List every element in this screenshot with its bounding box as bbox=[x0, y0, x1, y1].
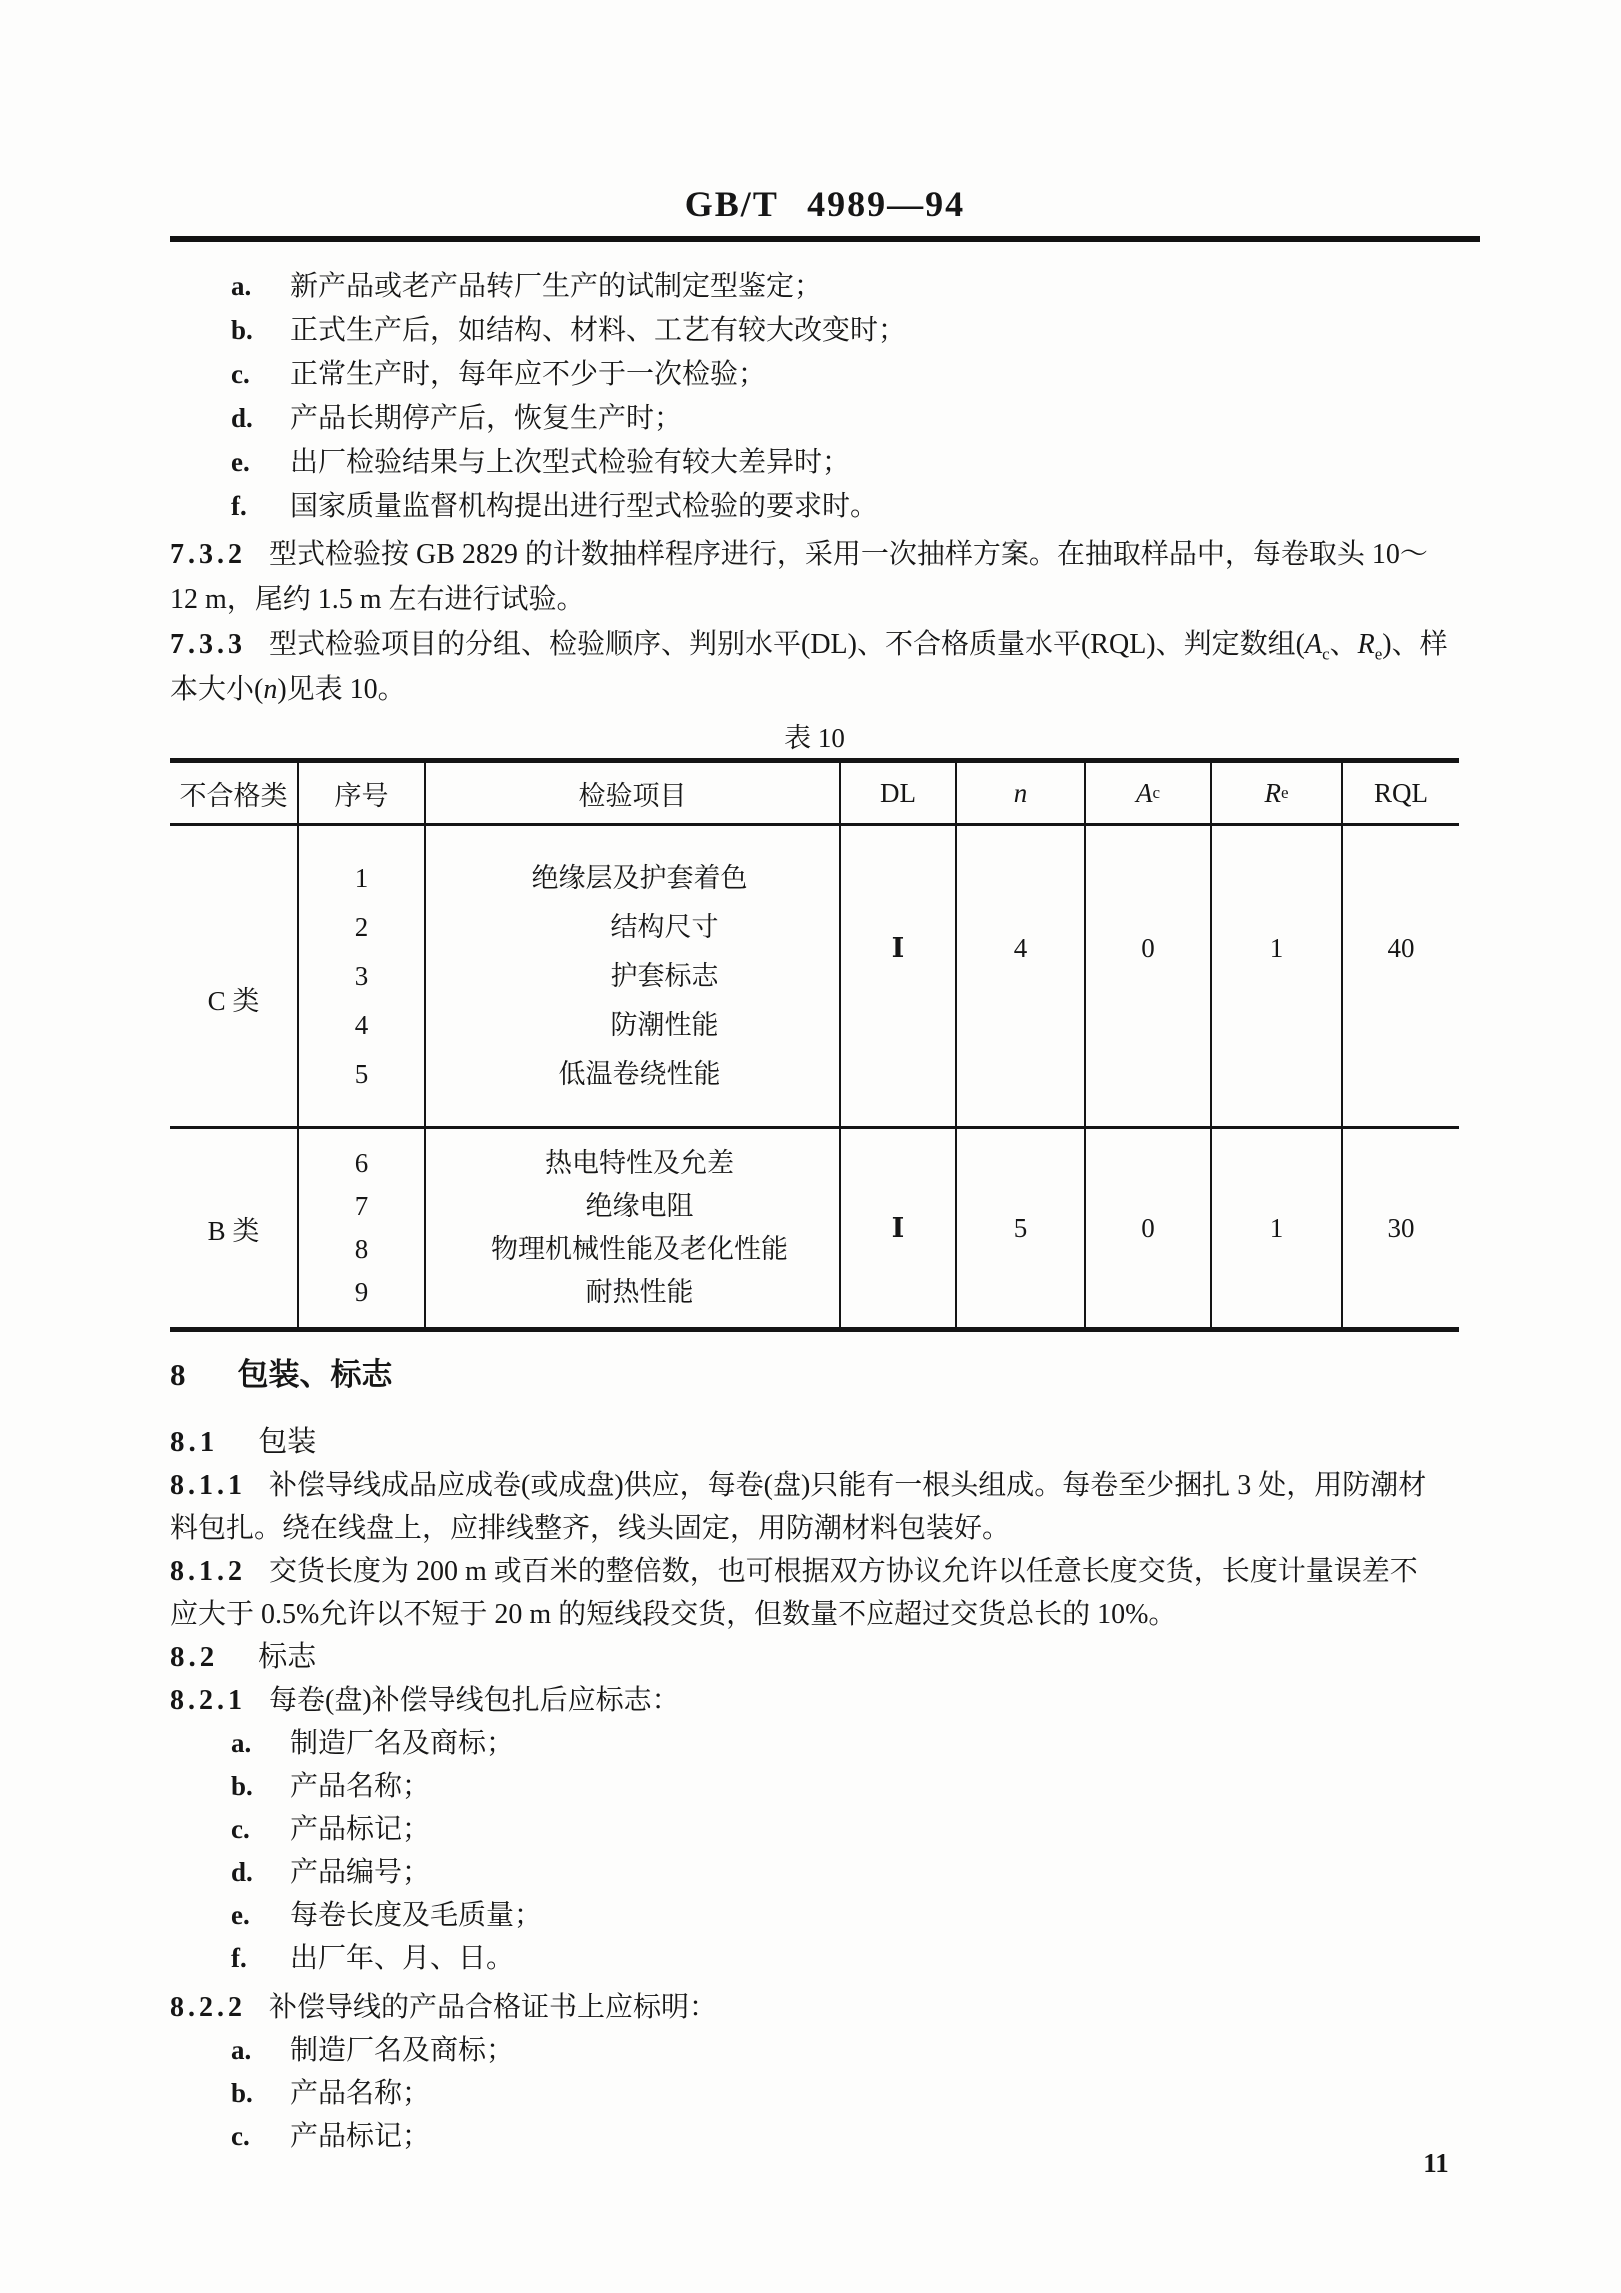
clause-text: 每卷(盘)补偿导线包扎后应标志： bbox=[269, 1685, 680, 1716]
ac-cell bbox=[1086, 1129, 1212, 1327]
serial-no: 3 bbox=[354, 960, 369, 991]
header-cell-defect-class: 不合格类 bbox=[170, 763, 299, 823]
inspection-item: 绝缘层及护套着色 bbox=[531, 862, 748, 893]
clause-number: 7.3.2 bbox=[170, 539, 246, 570]
serial-no: 6 bbox=[354, 1148, 369, 1178]
table-group-c bbox=[170, 826, 1459, 1126]
clause-text: 12 m，尾约 1.5 m 左右进行试验。 bbox=[170, 584, 585, 615]
rql-cell bbox=[1343, 826, 1459, 1126]
inspection-item: 热电特性及允差 bbox=[545, 1148, 734, 1178]
list-item-label: b. bbox=[231, 315, 253, 345]
list-item bbox=[170, 1722, 1480, 1765]
clause-8-1-heading bbox=[170, 1420, 1480, 1464]
list-item bbox=[170, 308, 1480, 352]
table-10-caption: 表 10 bbox=[784, 723, 845, 753]
list-item-label: a. bbox=[231, 2035, 252, 2065]
list-item bbox=[170, 352, 1480, 396]
symbol-Re-sub: e bbox=[1374, 644, 1383, 664]
serial-no: 7 bbox=[354, 1191, 369, 1221]
clause-8-2-2 bbox=[170, 1986, 1480, 2029]
header-cell-rql: RQL bbox=[1374, 777, 1428, 808]
re-cell bbox=[1212, 1129, 1343, 1327]
clause-text: )见表 10。 bbox=[277, 674, 406, 705]
serial-no: 2 bbox=[354, 911, 369, 942]
re-cell bbox=[1212, 826, 1343, 1126]
list-item-label: f. bbox=[231, 491, 247, 521]
serial-cell bbox=[299, 1129, 426, 1327]
category-cell bbox=[170, 1129, 299, 1327]
list-item-label: a. bbox=[231, 271, 252, 301]
dl-cell bbox=[841, 826, 957, 1126]
page-number: 11 bbox=[1423, 2148, 1449, 2178]
re-value: 1 bbox=[1269, 932, 1284, 963]
inspection-item: 物理机械性能及老化性能 bbox=[491, 1234, 788, 1264]
list-item-label: c. bbox=[231, 359, 250, 389]
list-item bbox=[170, 396, 1480, 440]
list-item bbox=[170, 2029, 1480, 2072]
certificate-marking-list bbox=[170, 2029, 1480, 2158]
list-item-text: 正常生产时，每年应不少于一次检验； bbox=[290, 359, 767, 390]
list-item-text: 产品标记； bbox=[290, 1814, 431, 1845]
clause-title: 标志 bbox=[258, 1641, 317, 1673]
symbol-n: n bbox=[263, 674, 278, 705]
symbol-R-sub: e bbox=[1280, 783, 1289, 802]
list-item-text: 每卷长度及毛质量； bbox=[290, 1900, 543, 1931]
symbol-Ac: A bbox=[1304, 629, 1323, 660]
standard-code: GB/T 4989—94 bbox=[684, 184, 966, 224]
clause-title: 包装 bbox=[258, 1426, 317, 1458]
list-item-text: 制造厂名及商标； bbox=[290, 2035, 515, 2066]
package-marking-list bbox=[170, 1722, 1480, 1980]
clause-text-line bbox=[170, 532, 1480, 577]
category-cell bbox=[170, 826, 299, 1126]
clause-text-line bbox=[170, 577, 1480, 622]
clause-text: 应大于 0.5%允许以不短于 20 m 的短线段交货，但数量不应超过交货总长的 10%。 bbox=[170, 1599, 1177, 1630]
list-item-label: b. bbox=[231, 2078, 253, 2108]
table-10 bbox=[170, 758, 1459, 1332]
header-rule bbox=[170, 236, 1480, 242]
rql-value: 30 bbox=[1387, 1212, 1415, 1243]
ac-value: 0 bbox=[1141, 932, 1155, 963]
symbol-Re: R bbox=[1357, 629, 1375, 660]
dl-value: Ⅰ bbox=[891, 1212, 905, 1243]
symbol-A-sub: c bbox=[1152, 783, 1161, 802]
list-item bbox=[170, 264, 1480, 308]
list-item-label: b. bbox=[231, 1771, 253, 1801]
inspection-item: 耐热性能 bbox=[585, 1277, 694, 1307]
list-item-text: 产品编号； bbox=[290, 1857, 431, 1888]
list-item bbox=[170, 1937, 1480, 1980]
list-item-label: d. bbox=[231, 403, 253, 433]
list-item-text: 出厂检验结果与上次型式检验有较大差异时； bbox=[290, 447, 851, 478]
table-group-b bbox=[170, 1126, 1459, 1327]
section-8-heading bbox=[170, 1350, 1480, 1400]
header-cell-serial-no: 序号 bbox=[299, 763, 426, 823]
items-cell bbox=[426, 1129, 841, 1327]
dl-value: Ⅰ bbox=[891, 932, 905, 963]
header-cell-n: n bbox=[957, 763, 1086, 823]
list-item-label: e. bbox=[231, 1900, 250, 1930]
clause-text-line bbox=[170, 1464, 1480, 1507]
section-title: 包装、标志 bbox=[237, 1357, 393, 1392]
list-item-label: c. bbox=[231, 2121, 250, 2151]
header-cell-re bbox=[1212, 763, 1343, 823]
clause-text-line bbox=[170, 1550, 1480, 1593]
re-value: 1 bbox=[1269, 1212, 1284, 1243]
clause-text: )、样 bbox=[1382, 629, 1448, 660]
inspection-item: 低温卷绕性能 bbox=[558, 1058, 721, 1089]
header-cell-dl: DL bbox=[841, 763, 957, 823]
serial-no: 4 bbox=[354, 1009, 369, 1040]
clause-text: 本大小( bbox=[170, 674, 264, 705]
serial-no: 1 bbox=[354, 862, 369, 893]
clause-text: 型式检验按 GB 2829 的计数抽样程序进行，采用一次抽样方案。在抽取样品中，每卷取头 10～ bbox=[269, 539, 1428, 570]
clause-text: 料包扎。绕在线盘上，应排线整齐，线头固定，用防潮材料包装好。 bbox=[170, 1513, 1011, 1544]
clause-text-line bbox=[170, 1679, 1480, 1722]
list-item-label: d. bbox=[231, 1857, 253, 1887]
header-cell-ac bbox=[1086, 763, 1212, 823]
list-item-text: 制造厂名及商标； bbox=[290, 1728, 515, 1759]
symbol-R: R bbox=[1264, 777, 1281, 808]
clause-number: 8.2 bbox=[170, 1641, 219, 1673]
category-label: B 类 bbox=[207, 1215, 260, 1246]
inspection-item: 绝缘电阻 bbox=[585, 1191, 694, 1221]
n-value: 5 bbox=[1013, 1212, 1028, 1243]
clause-number: 8.1.2 bbox=[170, 1556, 246, 1587]
list-item bbox=[170, 1894, 1480, 1937]
clause-7-3-3 bbox=[170, 622, 1480, 712]
n-cell bbox=[957, 826, 1086, 1126]
n-value: 4 bbox=[1013, 932, 1028, 963]
inspection-item: 防潮性能 bbox=[610, 1009, 719, 1040]
category-label: C 类 bbox=[207, 985, 260, 1016]
clause-text: 型式检验项目的分组、检验顺序、判别水平(DL)、不合格质量水平(RQL)、判定数组( bbox=[269, 629, 1305, 660]
list-item bbox=[170, 484, 1480, 528]
list-item-label: a. bbox=[231, 1728, 252, 1758]
list-item-text: 产品标记； bbox=[290, 2121, 431, 2152]
clause-8-1-1 bbox=[170, 1464, 1480, 1550]
type-inspection-reasons-list bbox=[170, 264, 1480, 528]
symbol-Ac-sub: c bbox=[1322, 644, 1330, 664]
clause-text-line bbox=[170, 1986, 1480, 2029]
list-item-text: 正式生产后，如结构、材料、工艺有较大改变时； bbox=[290, 315, 907, 346]
clause-text: 补偿导线成品应成卷(或成盘)供应，每卷(盘)只能有一根头组成。每卷至少捆扎 3 处，用防潮材 bbox=[269, 1470, 1427, 1501]
clause-text-line bbox=[170, 667, 1480, 712]
list-item-text: 出厂年、月、日。 bbox=[290, 1943, 515, 1974]
serial-no: 9 bbox=[354, 1277, 369, 1307]
clause-text-line bbox=[170, 1593, 1480, 1636]
serial-no: 8 bbox=[354, 1234, 369, 1264]
clause-text: 、 bbox=[1329, 629, 1358, 660]
rql-value: 40 bbox=[1387, 932, 1415, 963]
clause-text: 补偿导线的产品合格证书上应标明： bbox=[269, 1992, 718, 2023]
symbol-A: A bbox=[1135, 777, 1153, 808]
inspection-item: 护套标志 bbox=[610, 960, 719, 991]
list-item bbox=[170, 1851, 1480, 1894]
inspection-item: 结构尺寸 bbox=[610, 911, 719, 942]
list-item-text: 国家质量监督机构提出进行型式检验的要求时。 bbox=[290, 491, 879, 522]
list-item-text: 产品名称； bbox=[290, 2078, 431, 2109]
dl-cell bbox=[841, 1129, 957, 1327]
clause-8-2-heading bbox=[170, 1636, 1480, 1679]
list-item-label: c. bbox=[231, 1814, 250, 1844]
clause-text-line bbox=[170, 622, 1480, 667]
header-cell-inspection-item: 检验项目 bbox=[426, 763, 841, 823]
clause-number: 8.2.1 bbox=[170, 1685, 246, 1716]
ac-cell bbox=[1086, 826, 1212, 1126]
clause-number: 8.1 bbox=[170, 1426, 219, 1458]
ac-value: 0 bbox=[1141, 1212, 1155, 1243]
clause-7-3-2 bbox=[170, 532, 1480, 622]
list-item bbox=[170, 1808, 1480, 1851]
items-cell bbox=[426, 826, 841, 1126]
clause-number: 8.2.2 bbox=[170, 1992, 246, 2023]
clause-8-2-1 bbox=[170, 1679, 1480, 1722]
list-item bbox=[170, 2115, 1480, 2158]
serial-cell bbox=[299, 826, 426, 1126]
list-item bbox=[170, 440, 1480, 484]
section-number: 8 bbox=[170, 1357, 188, 1392]
rql-cell bbox=[1343, 1129, 1459, 1327]
clause-text-line bbox=[170, 1507, 1480, 1550]
list-item-label: e. bbox=[231, 447, 250, 477]
list-item-label: f. bbox=[231, 1943, 247, 1973]
list-item-text: 新产品或老产品转厂生产的试制定型鉴定； bbox=[290, 271, 823, 302]
serial-no: 5 bbox=[354, 1058, 369, 1089]
table-header-row bbox=[170, 763, 1459, 826]
clause-8-1-2 bbox=[170, 1550, 1480, 1636]
n-cell bbox=[957, 1129, 1086, 1327]
clause-text: 交货长度为 200 m 或百米的整倍数，也可根据双方协议允许以任意长度交货，长度计量误差不 bbox=[269, 1556, 1418, 1587]
list-item-text: 产品名称； bbox=[290, 1771, 431, 1802]
list-item bbox=[170, 2072, 1480, 2115]
clause-number: 7.3.3 bbox=[170, 629, 246, 660]
list-item-text: 产品长期停产后，恢复生产时； bbox=[290, 403, 683, 434]
list-item bbox=[170, 1765, 1480, 1808]
clause-number: 8.1.1 bbox=[170, 1470, 246, 1501]
